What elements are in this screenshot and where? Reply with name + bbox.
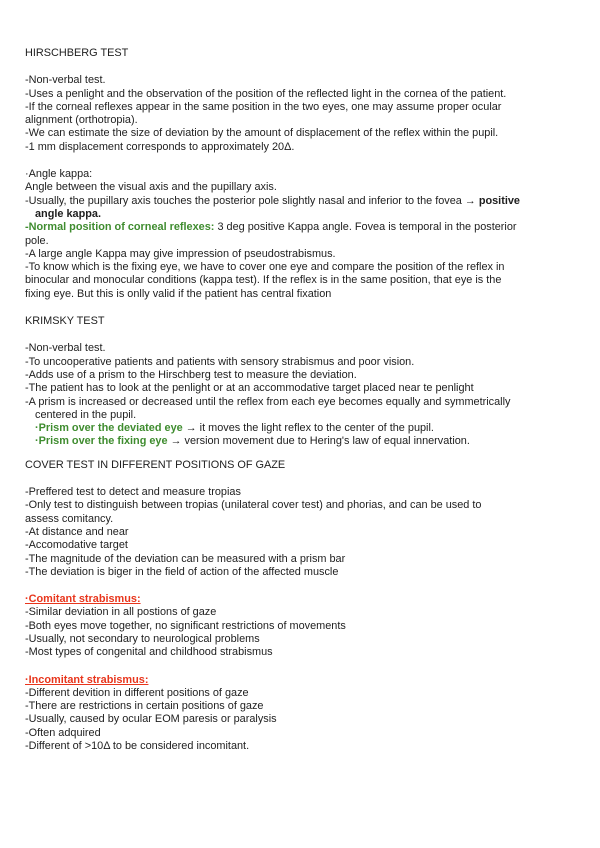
- kappa-bold-text: positive: [478, 194, 520, 207]
- krimsky-line: centered in the pupil.: [35, 408, 137, 421]
- krimsky-line: -Non-verbal test.: [25, 342, 106, 355]
- kappa-line: [25, 221, 565, 234]
- krimsky-title: KRIMSKY TEST: [25, 315, 105, 328]
- incomitant-line: -Often adquired: [25, 726, 101, 739]
- hirschberg-line: -If the corneal reflexes appear in the same position in the two eyes, one may assume proper ocular: [25, 100, 502, 113]
- krimsky-line: -Adds use of a prism to the Hirschberg test to measure the deviation.: [25, 368, 357, 381]
- kappa-line: pole.: [25, 234, 49, 247]
- normal-position-label: -Normal position of corneal reflexes:: [25, 221, 215, 234]
- kappa-line: angle kappa.: [35, 207, 101, 220]
- kappa-text: 3 deg positive Kappa angle. Fovea is temporal in the posterior: [214, 221, 517, 234]
- hirschberg-title: HIRSCHBERG TEST: [25, 47, 129, 59]
- krimsky-bullet-text: → version movement due to Hering's law of equal innervation.: [167, 435, 470, 448]
- cover-title: COVER TEST IN DIFFERENT POSITIONS OF GAZE: [25, 458, 286, 471]
- incomitant-line: -Usually, caused by ocular EOM paresis or paralysis: [25, 713, 277, 726]
- incomitant-line: -Different of >10Δ to be considered incomitant.: [25, 740, 250, 753]
- cover-line: -At distance and near: [25, 525, 129, 538]
- cover-line: -Only test to distinguish between tropias (unilateral cover test) and phorias, and can be used to: [25, 499, 482, 512]
- prism-fixing-label: ·Prism over the fixing eye: [35, 435, 168, 448]
- hirschberg-line: -1 mm displacement corresponds to approximately 20Δ.: [25, 140, 295, 153]
- hirschberg-line: -We can estimate the size of deviation by the amount of displacement of the reflex within the pupil.: [25, 127, 499, 140]
- prism-deviated-label: ·Prism over the deviated eye: [35, 422, 183, 435]
- cover-line: assess comitancy.: [25, 512, 114, 525]
- hirschberg-line: -Uses a penlight and the observation of the position of the reflected light in the cornea of the patient.: [25, 87, 507, 100]
- krimsky-line: -A prism is increased or decreased until the reflex from each eye becomes equally and symmetrically: [25, 395, 511, 408]
- kappa-line: -To know which is the fixing eye, we have to cover one eye and compare the position of the reflex in: [25, 261, 505, 274]
- kappa-line: binocular and monocular conditions (kappa test). If the reflex is in the same position, that eye is the: [25, 274, 502, 287]
- kappa-heading: ·Angle kappa:: [25, 168, 93, 181]
- cover-line: -Accomodative target: [25, 539, 128, 552]
- incomitant-line: -There are restrictions in certain positions of gaze: [25, 700, 264, 713]
- document-page: [25, 47, 565, 753]
- hirschberg-line: alignment (orthotropia).: [25, 114, 138, 127]
- kappa-line: [25, 195, 565, 208]
- krimsky-bullet-text: → it moves the light reflex to the center of the pupil.: [182, 422, 434, 435]
- cover-line: -Preffered test to detect and measure tropias: [25, 486, 241, 499]
- cover-line: -The deviation is biger in the field of action of the affected muscle: [25, 565, 339, 578]
- incomitant-line: -Different devition in different positions of gaze: [25, 686, 249, 699]
- kappa-line: -A large angle Kappa may give impression of pseudostrabismus.: [25, 247, 336, 260]
- kappa-text: -Usually, the pupillary axis touches the posterior pole slightly nasal and inferior to the fovea →: [25, 194, 479, 207]
- krimsky-line: -The patient has to look at the penlight or at an accommodative target placed near te penlight: [25, 382, 474, 395]
- cover-line: -The magnitude of the deviation can be measured with a prism bar: [25, 552, 346, 565]
- incomitant-title: ·Incomitant strabismus:: [25, 673, 149, 686]
- krimsky-bullet: [25, 435, 565, 448]
- comitant-line: -Similar deviation in all postions of gaze: [25, 606, 217, 619]
- hirschberg-line: -Non-verbal test.: [25, 74, 106, 87]
- krimsky-bullet: [25, 422, 565, 435]
- kappa-line: fixing eye. But this is onlly valid if the patient has central fixation: [25, 287, 332, 300]
- comitant-line: -Both eyes move together, no significant restrictions of movements: [25, 619, 346, 632]
- comitant-line: -Usually, not secondary to neurological problems: [25, 632, 260, 645]
- krimsky-line: -To uncooperative patients and patients with sensory strabismus and poor vision.: [25, 355, 415, 368]
- comitant-line: -Most types of congenital and childhood strabismus: [25, 646, 273, 659]
- comitant-title: ·Comitant strabismus:: [25, 593, 141, 606]
- kappa-line: Angle between the visual axis and the pupillary axis.: [25, 181, 277, 194]
